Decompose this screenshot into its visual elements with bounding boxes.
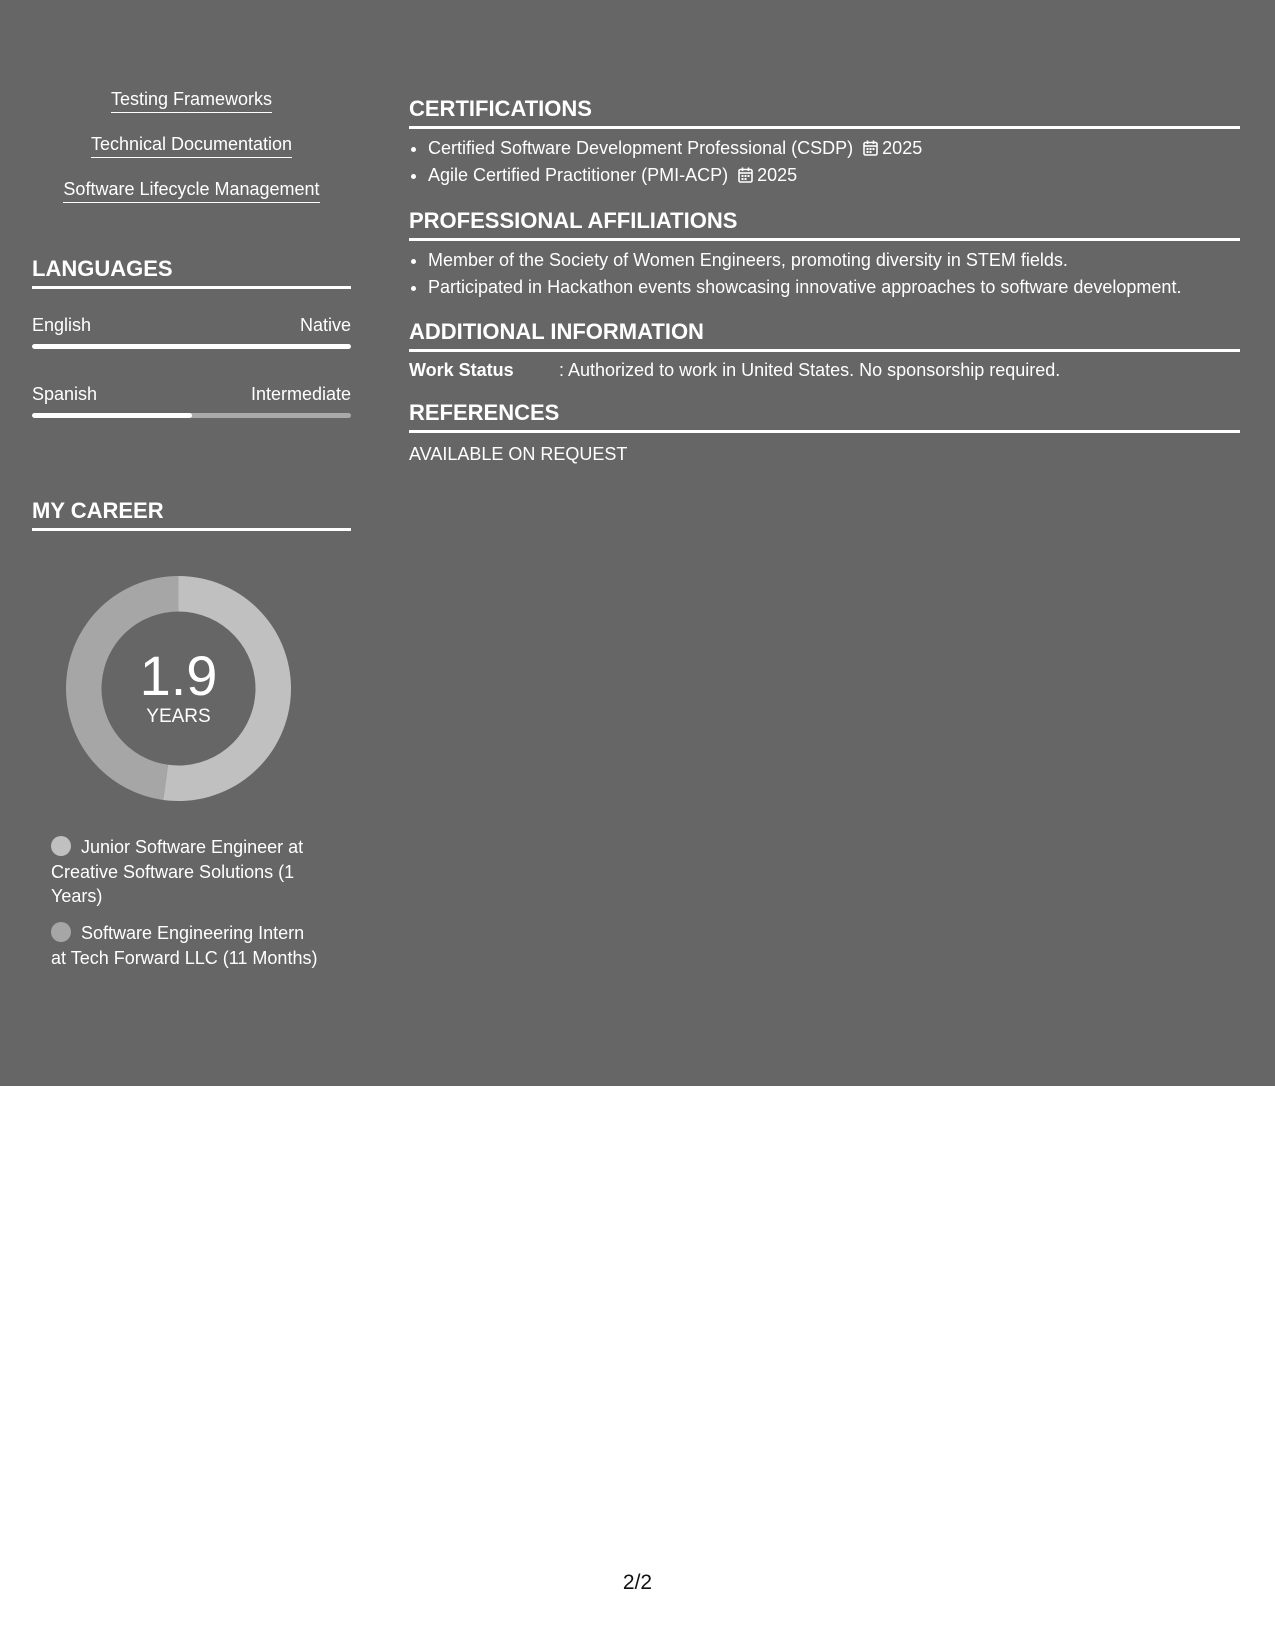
skill-item xyxy=(32,133,351,158)
language-row xyxy=(32,314,351,336)
language-row xyxy=(32,383,351,405)
career-legend-item xyxy=(51,921,321,970)
work-status-value: : Authorized to work in United States. No sponsorship required. xyxy=(559,360,1061,380)
certifications-heading: CERTIFICATIONS xyxy=(409,96,1240,129)
work-status-row xyxy=(409,358,1240,382)
language-level: Native xyxy=(299,315,351,335)
skill-item xyxy=(32,178,351,203)
language-bar-fill xyxy=(32,413,192,418)
affiliations-heading: PROFESSIONAL AFFILIATIONS xyxy=(409,208,1240,241)
career-heading: MY CAREER xyxy=(32,498,351,531)
language-name: English xyxy=(32,315,92,335)
language-name: Spanish xyxy=(32,384,98,404)
career-total xyxy=(66,576,291,801)
skill-item xyxy=(32,88,351,113)
references-text: AVAILABLE ON REQUEST xyxy=(409,444,628,464)
career-legend-label: Junior Software Engineer at Creative Software Solutions (1 Years) xyxy=(51,837,304,906)
language-bar xyxy=(32,344,351,349)
calendar-icon xyxy=(738,167,753,183)
circle-dot-icon xyxy=(51,922,71,942)
certification-item xyxy=(428,135,1259,162)
affiliations-list xyxy=(409,247,1259,301)
career-legend-label: Software Engineering Intern at Tech Forward LLC (11 Months) xyxy=(51,923,318,968)
page-number: 2/2 xyxy=(622,1571,653,1594)
certification-item xyxy=(428,162,1259,189)
affiliation-item: • Participated in Hackathon events showcasing innovative approaches to software development. xyxy=(428,274,1259,301)
references-heading: REFERENCES xyxy=(409,400,1240,433)
certification-name: Certified Software Development Professional (CSDP) xyxy=(428,138,854,158)
certification-year: 2025 xyxy=(882,138,923,158)
skill-label: Testing Frameworks xyxy=(111,88,272,113)
affiliation-item: • Member of the Society of Women Engineers, promoting diversity in STEM fields. xyxy=(428,247,1259,274)
career-total-value: 1.9 xyxy=(139,643,218,707)
skill-label: Technical Documentation xyxy=(91,133,292,158)
language-bar-fill xyxy=(32,344,351,349)
language-level: Intermediate xyxy=(250,384,351,404)
calendar-icon xyxy=(863,140,878,156)
work-status-label: Work Status xyxy=(409,360,514,380)
certifications-list xyxy=(409,135,1259,189)
career-total-unit: YEARS xyxy=(146,705,211,727)
certification-year: 2025 xyxy=(757,165,798,185)
career-legend-item xyxy=(51,835,321,909)
additional-info-heading: ADDITIONAL INFORMATION xyxy=(409,319,1240,352)
certification-name: Agile Certified Practitioner (PMI-ACP) xyxy=(428,165,729,185)
skill-label: Software Lifecycle Management xyxy=(63,178,319,203)
languages-heading: LANGUAGES xyxy=(32,256,351,289)
circle-dot-icon xyxy=(51,836,71,856)
language-bar xyxy=(32,413,351,418)
